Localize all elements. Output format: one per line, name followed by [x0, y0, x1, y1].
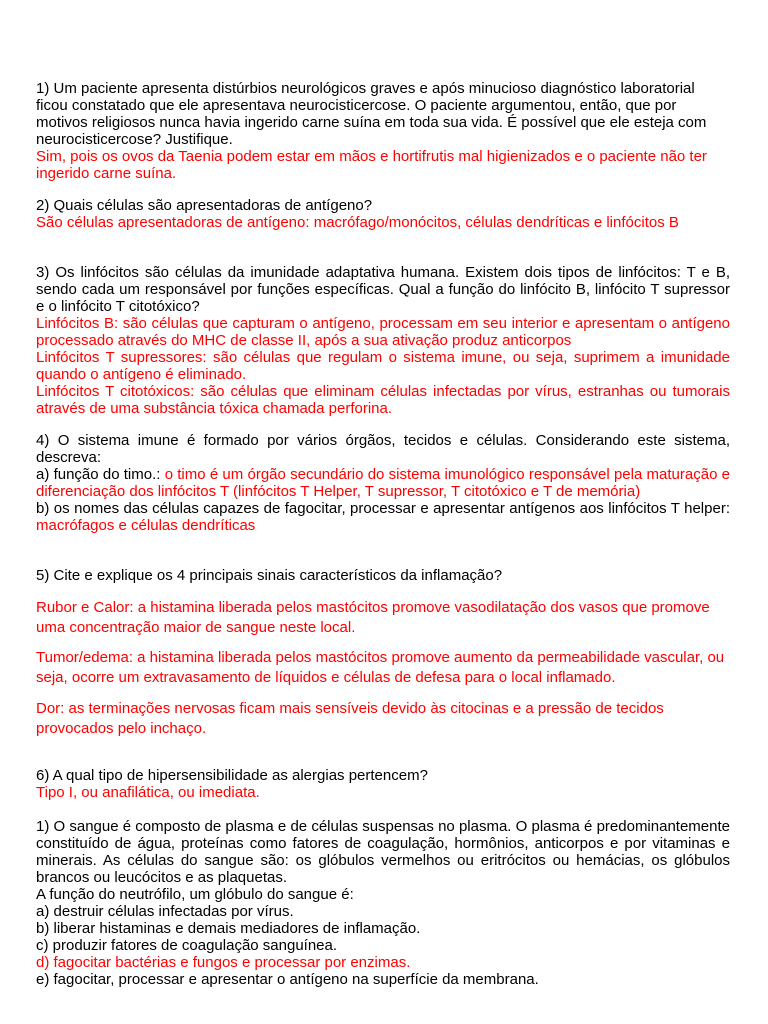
question-4-a-label: a) função do timo.: [36, 466, 165, 483]
option-b: b) liberar histaminas e demais mediadores de inflamação. [36, 920, 421, 937]
question-3-text: 3) Os linfócitos são células da imunidade adaptativa humana. Existem dois tipos de linfócitos: T e B, sendo cada um responsável por funções específicas. Qual a função do linfócito B, linfócito T supressor e o linfócito T citotóxico? [36, 264, 730, 315]
question-5-answer-rubor: Rubor e Calor: a histamina liberada pelos mastócitos promove vasodilatação dos vasos que promove uma concentração maior de sangue neste local. [36, 599, 710, 636]
question-3-answer-supressor: Linfócitos T supressores: são células que regulam o sistema imune, ou seja, suprimem a imunidade quando o antígeno é eliminado. [36, 349, 730, 383]
question-3-answer-b: Linfócitos B: são células que capturam o antígeno, processam em seu interior e apresentam o antígeno processado através do MHC de classe II, após a sua ativação produz anticorpos [36, 315, 730, 349]
question-5-answer-tumor: Tumor/edema: a histamina liberada pelos mastócitos promove aumento da permeabilidade vascular, ou seja, ocorre um extravasamento de líquidos e células de defesa para o local inflamado. [36, 649, 725, 686]
question-2 [36, 197, 730, 231]
question-7-text: A função do neutrófilo, um glóbulo do sangue é: [36, 886, 354, 903]
question-7 [36, 818, 730, 988]
question-7-intro: 1) O sangue é composto de plasma e de células suspensas no plasma. O plasma é predominantemente constituído de água, proteínas como fatores de coagulação, hormônios, anticorpos e por vitaminas e minerais. As células do sangue são: os glóbulos vermelhos ou eritrócitos ou hemácias, os glóbulos brancos ou leucócitos e as plaquetas. [36, 818, 730, 886]
question-1-answer: Sim, pois os ovos da Taenia podem estar em mãos e hortifrutis mal higienizados e o paciente não ter ingerido carne suína. [36, 148, 707, 182]
question-6-text: 6) A qual tipo de hipersensibilidade as alergias pertencem? [36, 767, 428, 784]
question-4-text: 4) O sistema imune é formado por vários órgãos, tecidos e células. Considerando este sistema, descreva: [36, 432, 730, 466]
option-c: c) produzir fatores de coagulação sanguínea. [36, 937, 338, 954]
question-1 [36, 80, 730, 182]
option-d-correct: d) fagocitar bactérias e fungos e processar por enzimas. [36, 954, 411, 971]
question-4-item-b [36, 500, 730, 534]
option-a: a) destruir células infectadas por vírus. [36, 903, 294, 920]
question-6-answer: Tipo I, ou anafilática, ou imediata. [36, 784, 260, 801]
question-4-item-a [36, 466, 730, 500]
question-3 [36, 264, 730, 417]
question-5-text: 5) Cite e explique os 4 principais sinais característicos da inflamação? [36, 567, 503, 584]
question-2-text: 2) Quais células são apresentadoras de antígeno? [36, 197, 373, 214]
question-5-answer-dor: Dor: as terminações nervosas ficam mais sensíveis devido às citocinas e a pressão de tecidos provocados pelo inchaço. [36, 700, 664, 737]
question-2-answer: São células apresentadoras de antígeno: macrófago/monócitos, células dendríticas e linfócitos B [36, 214, 679, 231]
option-e: e) fagocitar, processar e apresentar o antígeno na superfície da membrana. [36, 971, 539, 988]
question-4-a-answer: o timo é um órgão secundário do sistema imunológico responsável pela maturação e diferenciação dos linfócitos T (linfócitos T Helper, T supressor, T citotóxico e T de memória) [36, 466, 730, 500]
question-4 [36, 432, 730, 534]
question-3-answer-citotoxico: Linfócitos T citotóxicos: são células que eliminam células infectadas por vírus, estranhas ou tumorais através de uma substância tóxica chamada perforina. [36, 383, 730, 417]
question-6 [36, 767, 730, 801]
question-1-text: 1) Um paciente apresenta distúrbios neurológicos graves e após minucioso diagnóstico laboratorial ficou constatado que ele apresentava neurocisticercose. O paciente argumentou, então, que por motivos religiosos nunca havia ingerido carne suína em toda sua vida. É possível que ele esteja com neurocisticercose? Justifique. [36, 80, 707, 148]
question-5 [36, 567, 730, 584]
question-4-b-answer: macrófagos e células dendríticas [36, 517, 256, 534]
question-4-b-label: b) os nomes das células capazes de fagocitar, processar e apresentar antígenos aos linfócitos T helper: [36, 500, 730, 517]
